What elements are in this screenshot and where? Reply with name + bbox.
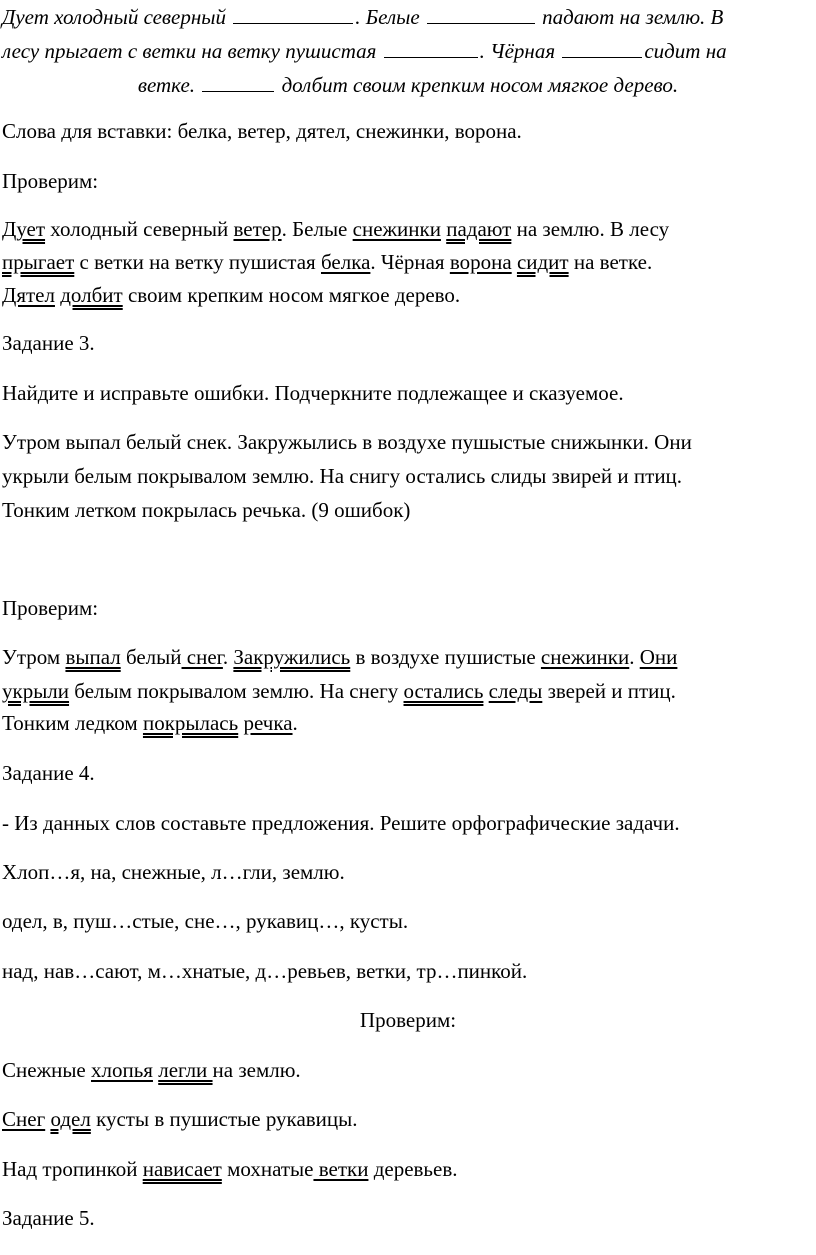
check2-heading: Проверим:: [2, 596, 99, 620]
task4-words-3: над, нав…сают, м…хнатые, д…ревьев, ветки, тр…пинкой.: [2, 959, 528, 983]
check2-line-2: укрыли белым покрывалом землю. На снегу остались следы зверей и птиц.: [2, 679, 676, 703]
words-hint: Слова для вставки: белка, ветер, дятел, снежинки, ворона.: [2, 119, 522, 143]
task3-text-line-1: Утром выпал белый снек. Закружылись в воздухе пушыстые снижынки. Они: [2, 430, 692, 454]
task4-instruction: - Из данных слов составьте предложения. Решите орфографические задачи.: [2, 811, 680, 835]
check3-sentence-3: Над тропинкой нависает мохнатые ветки деревьев.: [2, 1157, 458, 1181]
exercise-line-1: Дует холодный северный . Белые падают на землю. В: [2, 5, 724, 29]
check2-line-3: Тонким ледком покрылась речка.: [2, 711, 298, 735]
task3-heading: Задание 3.: [2, 331, 95, 355]
check3-sentence-1: Снежные хлопья легли на землю.: [2, 1058, 301, 1082]
task3-text-line-3: Тонким летком покрылась речька. (9 ошибок): [2, 498, 411, 522]
check1-line-2: прыгает с ветки на ветку пушистая белка. Чёрная ворона сидит на ветке.: [2, 250, 653, 274]
exercise-line-2: лесу прыгает с ветки на ветку пушистая . Чёрная сидит на: [2, 39, 727, 63]
task3-instruction: Найдите и исправьте ошибки. Подчеркните подлежащее и сказуемое.: [2, 381, 624, 405]
check1-line-3: Дятел долбит своим крепким носом мягкое дерево.: [2, 283, 461, 307]
task3-text-line-2: укрыли белым покрывалом землю. На снигу остались слиды звирей и птиц.: [2, 464, 683, 488]
task4-words-2: одел, в, пуш…стые, сне…, рукавиц…, кусты.: [2, 909, 409, 933]
check1-heading: Проверим:: [2, 169, 99, 193]
check3-heading: Проверим:: [359, 1008, 457, 1032]
check2-line-1: Утром выпал белый снег. Закружились в воздухе пушистые снежинки. Они: [2, 645, 678, 669]
task4-words-1: Хлоп…я, на, снежные, л…гли, землю.: [2, 860, 345, 884]
check1-line-1: Дует холодный северный ветер. Белые снежинки падают на землю. В лесу: [2, 217, 670, 241]
task5-heading: Задание 5.: [2, 1206, 95, 1230]
check3-sentence-2: Снег одел кусты в пушистые рукавицы.: [2, 1107, 358, 1131]
task4-heading: Задание 4.: [2, 761, 95, 785]
exercise-line-3: ветке. долбит своим крепким носом мягкое дерево.: [137, 73, 679, 97]
